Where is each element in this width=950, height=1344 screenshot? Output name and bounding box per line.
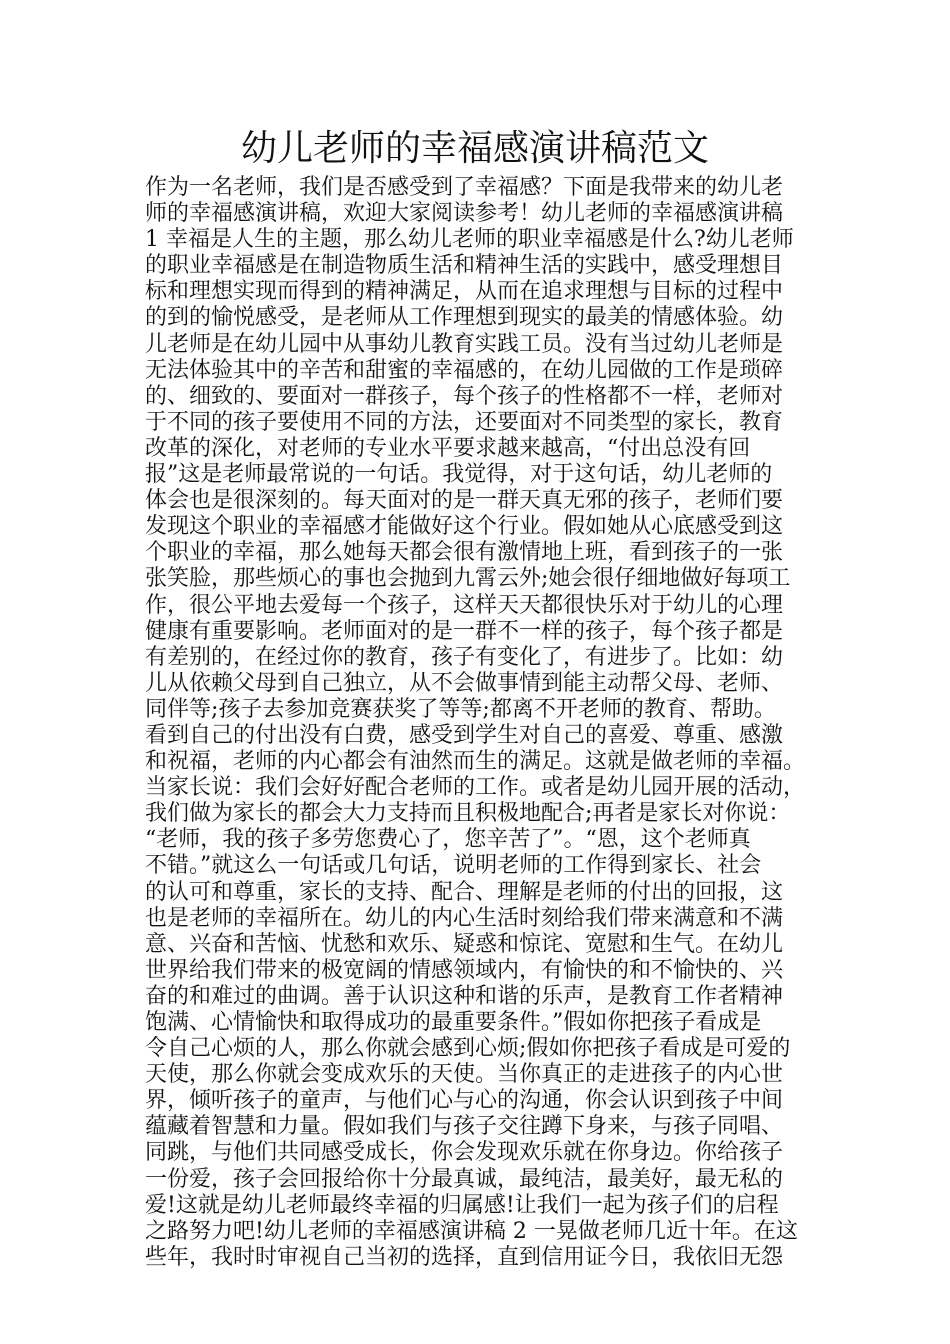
body-text-line: 作为一名老师，我们是否感受到了幸福感？下面是我带来的幼儿老 [145, 175, 784, 200]
body-text-line: 世界给我们带来的极宽阔的情感领域内，有愉快的和不愉快的、兴 [145, 957, 784, 983]
body-text-line: 标和理想实现而得到的精神满足，从而在追求理想与目标的过程中 [145, 279, 784, 305]
body-text-line: 师的幸福感演讲稿，欢迎大家阅读参考！幼儿老师的幸福感演讲稿 [145, 201, 784, 227]
body-text-line: 儿老师是在幼儿园中从事幼儿教育实践工员。没有当过幼儿老师是 [145, 331, 784, 357]
body-text-line: 的职业幸福感是在制造物质生活和精神生活的实践中，感受理想目 [145, 253, 784, 279]
body-text-line: 不错。”就这么一句话或几句话，说明老师的工作得到家长、社会 [145, 853, 762, 879]
body-text-line: 奋的和难过的曲调。善于认识这种和谐的乐声，是教育工作者精神 [145, 983, 784, 1009]
document-body [145, 175, 807, 1271]
body-text-line: 无法体验其中的辛苦和甜蜜的幸福感的，在幼儿园做的工作是琐碎 [145, 357, 784, 383]
body-text-line: 当家长说：我们会好好配合老师的工作。或者是幼儿园开展的活动， [145, 775, 806, 801]
body-text-line: 我们做为家长的都会大力支持而且积极地配合;再者是家长对你说： [145, 801, 791, 827]
body-text-line: 饱满、心情愉快和取得成功的最重要条件。”假如你把孩子看成是 [145, 1010, 762, 1035]
body-text-line: 有差别的，在经过你的教育，孩子有变化了，有进步了。比如：幼 [145, 644, 784, 670]
body-text-line: 界，倾听孩子的童声，与他们心与心的沟通，你会认识到孩子中间 [145, 1088, 784, 1114]
body-text-line: 和祝福，老师的内心都会有油然而生的满足。这就是做老师的幸福。 [145, 749, 806, 775]
body-text-line: 发现这个职业的幸福感才能做好这个行业。假如她从心底感受到这 [145, 514, 784, 540]
document-title: 幼儿老师的幸福感演讲稿范文 [240, 128, 709, 169]
body-text-line: 健康有重要影响。老师面对的是一群不一样的孩子，每个孩子都是 [145, 618, 784, 644]
body-text-line: 改革的深化，对老师的专业水平要求越来越高，“付出总没有回 [145, 435, 751, 461]
body-text-line: 于不同的孩子要使用不同的方法，还要面对不同类型的家长，教育 [145, 409, 784, 435]
body-text-line: 看到自己的付出没有白费，感受到学生对自己的喜爱、尊重、感激 [145, 722, 784, 748]
body-text-line: 的认可和尊重，家长的支持、配合、理解是老师的付出的回报，这 [145, 879, 784, 905]
body-text-line: 儿从依赖父母到自己独立，从不会做事情到能主动帮父母、老师、 [145, 670, 784, 696]
body-text-line: 的、细致的、要面对一群孩子，每个孩子的性格都不一样，老师对 [145, 383, 784, 409]
body-text-line: 也是老师的幸福所在。幼儿的内心生活时刻给我们带来满意和不满 [145, 905, 784, 931]
body-text-line: 爱!这就是幼儿老师最终幸福的归属感!让我们一起为孩子们的启程 [145, 1192, 779, 1218]
body-text-line: 个职业的幸福，那么她每天都会很有激情地上班，看到孩子的一张 [145, 540, 784, 566]
body-text-line: 之路努力吧!幼儿老师的幸福感演讲稿 2 一晃做老师几近十年。在这 [145, 1218, 798, 1244]
body-text-line: 一份爱，孩子会回报给你十分最真诚，最纯洁，最美好，最无私的 [145, 1166, 784, 1192]
body-text-line: “老师，我的孩子多劳您费心了，您辛苦了”。“恩，这个老师真 [145, 827, 751, 853]
body-text-line: 1 幸福是人生的主题，那么幼儿老师的职业幸福感是什么?幼儿老师 [145, 227, 794, 253]
body-text-line: 同跳，与他们共同感受成长，你会发现欢乐就在你身边。你给孩子 [145, 1140, 784, 1166]
body-text-line: 蕴藏着智慧和力量。假如我们与孩子交往蹲下身来，与孩子同唱、 [145, 1114, 784, 1140]
body-text-line: 张笑脸，那些烦心的事也会抛到九霄云外;她会很仔细地做好每项工 [145, 566, 791, 592]
body-text-line: 作，很公平地去爱每一个孩子，这样天天都很快乐对于幼儿的心理 [145, 592, 784, 618]
body-text-line: 些年，我时时审视自己当初的选择，直到信用证今日，我依旧无怨 [145, 1244, 784, 1270]
body-text-line: 的到的愉悦感受，是老师从工作理想到现实的最美的情感体验。幼 [145, 305, 784, 331]
body-text-line: 同伴等;孩子去参加竞赛获奖了等等;都离不开老师的教育、帮助。 [145, 696, 776, 722]
body-text-line: 体会也是很深刻的。每天面对的是一群天真无邪的孩子，老师们要 [145, 488, 784, 514]
body-text-line: 意、兴奋和苦恼、忧愁和欢乐、疑惑和惊诧、宽慰和生气。在幼儿 [145, 931, 784, 957]
body-text-line: 天使，那么你就会变成欢乐的天使。当你真正的走进孩子的内心世 [145, 1062, 784, 1088]
body-text-line: 报”这是老师最常说的一句话。我觉得，对于这句话，幼儿老师的 [145, 462, 773, 488]
body-text-line: 令自己心烦的人，那么你就会感到心烦;假如你把孩子看成是可爱的 [145, 1036, 791, 1062]
